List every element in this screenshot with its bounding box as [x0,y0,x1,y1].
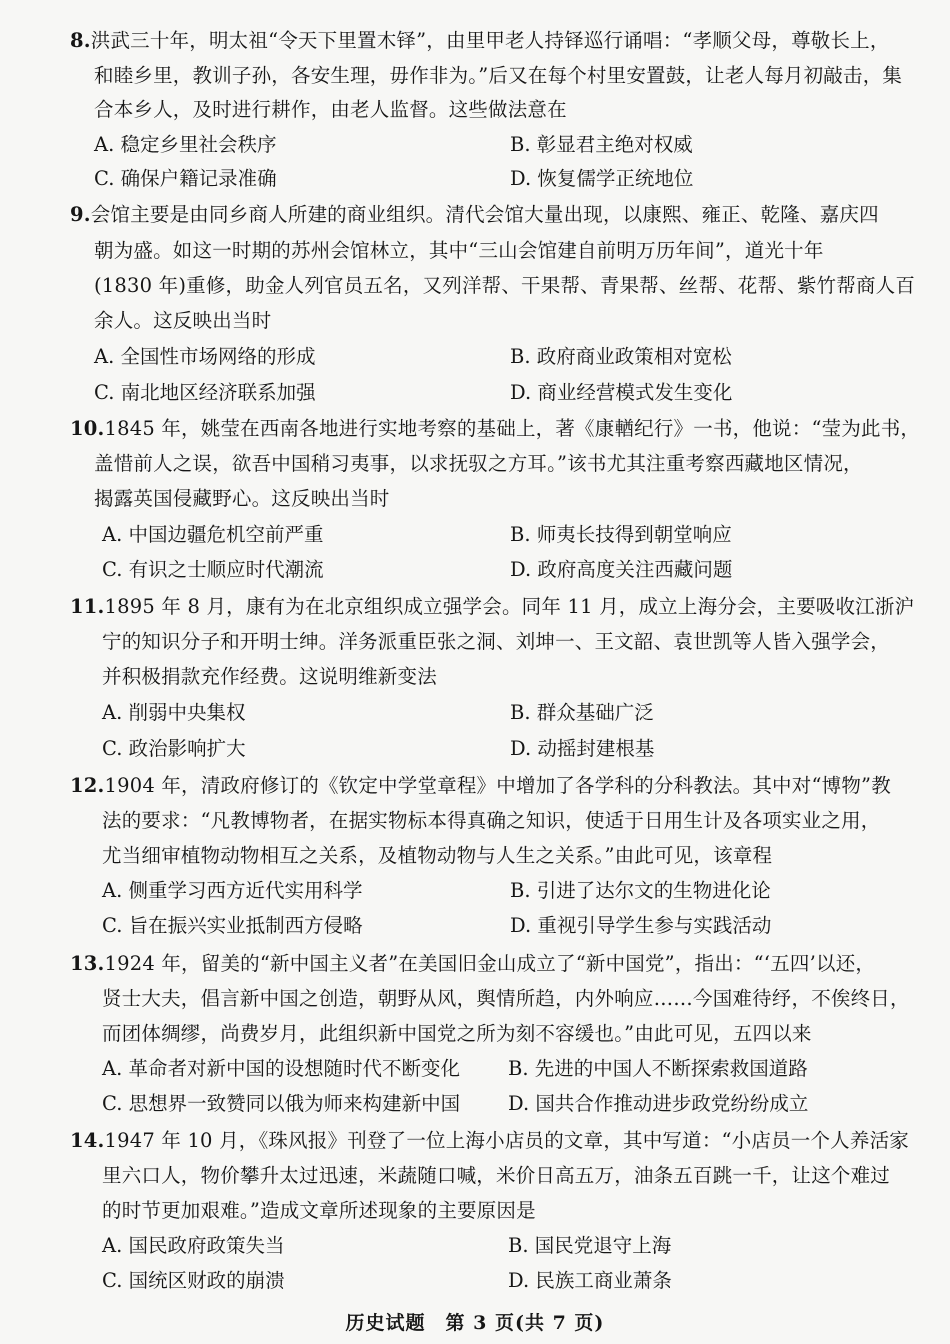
question-14-stem-line-3: 的时节更加艰难。”造成文章所述现象的主要原因是 [102,1199,536,1222]
question-14-option-c: C. 国统区财政的崩溃 [102,1269,285,1292]
question-11-stem-line-3: 并积极捐款充作经费。这说明维新变法 [102,665,437,688]
question-10-option-d: D. 政府高度关注西藏问题 [510,558,733,581]
question-9-stem-line-1: 9.会馆主要是由同乡商人所建的商业组织。清代会馆大量出现，以康熙、雍正、乾隆、嘉庆四 [70,203,879,226]
question-11-option-b: B. 群众基础广泛 [510,701,654,724]
question-12-option-c: C. 旨在振兴实业抵制西方侵略 [102,914,363,937]
question-8-option-b: B. 彰显君主绝对权威 [510,133,693,156]
question-13-stem-line-1: 13.1924 年，留美的“新中国主义者”在美国旧金山成立了“新中国党”，指出：“‘五四’以还， [70,952,876,975]
question-12-number: 12. [70,774,105,797]
question-10-number: 10. [70,417,105,440]
question-12-stem-line-2: 法的要求：“凡教博物者，在据实物标本得真确之知识，使适于日用生计及各项实业之用， [102,809,881,832]
question-8-stem-line-2: 和睦乡里，教训子孙，各安生理，毋作非为。”后又在每个村里安置鼓，让老人每月初敲击，集 [94,64,903,87]
question-10-option-b: B. 师夷长技得到朝堂响应 [510,523,732,546]
question-9-option-d: D. 商业经营模式发生变化 [510,381,733,404]
question-13-option-b: B. 先进的中国人不断探索救国道路 [508,1057,808,1080]
question-11-option-a: A. 削弱中央集权 [102,701,246,724]
question-12-stem-line-1: 12.1904 年，清政府修订的《钦定中学堂章程》中增加了各学科的分科教法。其中对“博物”教 [70,774,891,797]
question-8-option-c: C. 确保户籍记录准确 [94,167,277,190]
question-10-stem-line-2: 盖惜前人之误，欲吾中国稍习夷事，以求抚驭之方耳。”该书尤其注重考察西藏地区情况， [94,452,863,475]
question-14-number: 14. [70,1129,105,1152]
question-14-option-a: A. 国民政府政策失当 [102,1234,285,1257]
question-9-option-c: C. 南北地区经济联系加强 [94,381,316,404]
question-11-stem-line-2: 宁的知识分子和开明士绅。洋务派重臣张之洞、刘坤一、王文韶、袁世凯等人皆入强学会， [102,630,891,653]
question-12-stem-line-3: 尤当细审植物动物相互之关系，及植物动物与人生之关系。”由此可见，该章程 [102,844,773,867]
question-13-stem-line-3: 而团体绸缪，尚费岁月，此组织新中国党之所为刻不容缓也。”由此可见，五四以来 [102,1022,812,1045]
question-12-option-a: A. 侧重学习西方近代实用科学 [102,879,363,902]
question-14-option-d: D. 民族工商业萧条 [508,1269,672,1292]
question-8-stem-line-3: 合本乡人，及时进行耕作，由老人监督。这些做法意在 [94,98,567,121]
question-12-option-b: B. 引进了达尔文的生物进化论 [510,879,771,902]
question-14-stem-line-2: 里六口人，物价攀升太过迅速，米蔬随口喊，米价日高五万，油条五百跳一千，让这个难过 [102,1164,891,1187]
question-8-option-d: D. 恢复儒学正统地位 [510,167,694,190]
question-13-option-d: D. 国共合作推动进步政党纷纷成立 [508,1092,809,1115]
question-13-option-a: A. 革命者对新中国的设想随时代不断变化 [102,1057,460,1080]
question-9-option-b: B. 政府商业政策相对宽松 [510,345,732,368]
question-11-number: 11. [70,595,105,618]
question-14-stem-line-1: 14.1947 年 10 月，《珠风报》刊登了一位上海小店员的文章，其中写道：“小店员一个人养活家 [70,1129,909,1152]
question-8-number: 8. [70,29,91,52]
question-13-stem-line-2: 贤士大夫，倡言新中国之创造，朝野从风，舆情所趋，内外响应……今国难待纾，不俟终日， [102,987,910,1010]
question-10-option-c: C. 有识之士顺应时代潮流 [102,558,324,581]
question-11-option-c: C. 政治影响扩大 [102,737,246,760]
question-9-stem-line-2: 朝为盛。如这一时期的苏州会馆林立，其中“三山会馆建自前明万历年间”，道光十年 [94,239,824,262]
page-footer: 历史试题 第 3 页(共 7 页) [345,1312,605,1334]
question-13-number: 13. [70,952,105,975]
question-10-stem-line-3: 揭露英国侵藏野心。这反映出当时 [94,487,390,510]
question-13-option-c: C. 思想界一致赞同以俄为师来构建新中国 [102,1092,461,1115]
question-11-option-d: D. 动摇封建根基 [510,737,655,760]
question-8-option-a: A. 稳定乡里社会秩序 [94,133,277,156]
question-11-stem-line-1: 11.1895 年 8 月，康有为在北京组织成立强学会。同年 11 月，成立上海分会，主要吸收江浙沪 [70,595,915,618]
question-9-stem-line-3: (1830 年)重修，助金人列官员五名，又列洋帮、干果帮、青果帮、丝帮、花帮、紫竹帮商人百 [94,274,916,297]
question-9-number: 9. [70,203,91,226]
question-9-stem-line-4: 余人。这反映出当时 [94,309,272,332]
question-14-option-b: B. 国民党退守上海 [508,1234,672,1257]
question-10-stem-line-1: 10.1845 年，姚莹在西南各地进行实地考察的基础上，著《康輶纪行》一书，他说：“莹为此书， [70,417,921,440]
question-9-option-a: A. 全国性市场网络的形成 [94,345,316,368]
question-12-option-d: D. 重视引导学生参与实践活动 [510,914,772,937]
question-8-stem-line-1: 8.洪武三十年，明太祖“令天下里置木铎”，由里甲老人持铎巡行诵唱：“孝顺父母，尊敬长上， [70,29,890,52]
question-10-option-a: A. 中国边疆危机空前严重 [102,523,324,546]
